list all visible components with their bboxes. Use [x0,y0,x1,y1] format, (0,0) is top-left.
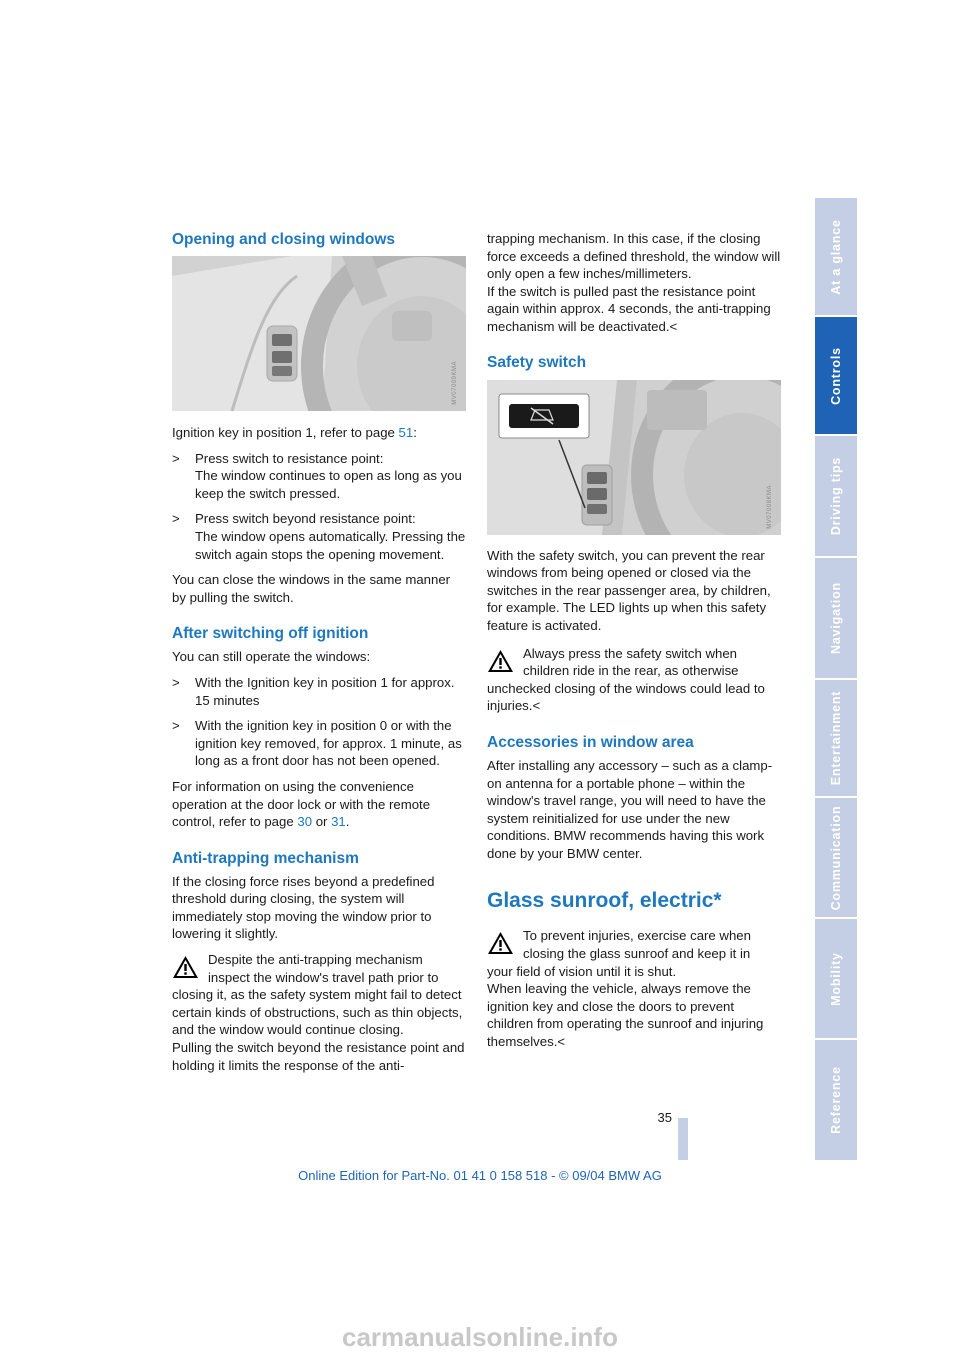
tab-mobility[interactable]: Mobility [815,919,857,1040]
convenience-note: For information on using the convenience operation at the door lock or with the remote control, refer to page 30 or 31. [172,778,431,830]
tab-entertainment[interactable]: Entertainment [815,680,857,798]
ignition-note: Ignition key in position 1, refer to page 51: [172,425,417,440]
close-text: You can close the windows in the same manner by pulling the switch. [172,572,451,605]
window-switch-photo [172,256,466,411]
page-marker [678,1118,688,1160]
list-item: > Press switch beyond resistance point: The window opens automatically. Pressing the switch again stops the opening movement. [172,511,466,562]
safety-text: With the safety switch, you can prevent the rear windows from being opened or closed via the switches in the rear passenger area, by children, for example. The LED lights up when this safety feature is activated. [487,547,771,633]
warning-icon [487,931,514,955]
page-link-30[interactable]: 30 [297,814,313,830]
section-tabs [815,198,857,1160]
photo-code: MV07008KMA [767,484,774,529]
safety-switch-illustration [487,380,781,535]
heading-anti-trapping: Anti-trapping mechanism [172,849,359,867]
page-link-51[interactable]: 51 [398,425,414,440]
left-column [172,230,466,1074]
safety-switch-photo [487,380,781,535]
heading-glass-sunroof: Glass sunroof, electric* [487,889,722,913]
heading-safety-switch: Safety switch [487,353,587,371]
page-link-31[interactable]: 31 [331,814,346,830]
footer-edition: Online Edition for Part-No. 01 41 0 158 518 - © 09/04 BMW AG [298,1168,662,1183]
list-item: > With the ignition key in position 0 or with the ignition key removed, for approx. 1 minute, as long as a front door has not been opened. [172,718,462,769]
anti-trapping-text: If the closing force rises beyond a predefined threshold during closing, the system will immediately stop moving the window prior to lowering it slightly. [172,873,435,942]
after-intro: You can still operate the windows: [172,649,371,665]
door-panel-illustration [172,256,466,411]
warning-icon [487,649,514,673]
heading-opening-closing: Opening and closing windows [172,231,396,248]
accessories-text: After installing any accessory – such as a clamp-on antenna for a portable phone – within the window's travel range, you will need to have the system reinitialized for use under the new conditions. BMW recommends having this work done by your BMW center. [487,757,773,861]
photo-code: MV07009KMA [452,361,459,405]
heading-after-ignition: After switching off ignition [172,625,369,643]
warning-icon [172,955,199,979]
watermark: carmanualsonline.info [342,1322,618,1352]
tab-reference[interactable]: Reference [815,1040,857,1160]
anti-trapping-continued-2: If the switch is pulled past the resistance point again within approx. 4 seconds, the anti-trapping mechanism will be deactivated.< [487,283,771,334]
warning-note: Despite the anti-trapping mechanism inspect the window's travel path prior to closing it, as the safety system might fail to detect certain kinds of obstructions, such as thin objects, and the window would continue closing. Pulling the switch beyond the resistance point and holding it limits the response of the anti- [172,952,465,1073]
warning-note: To prevent injuries, exercise care when closing the glass sunroof and keep it in your field of vision until it is shut. When leaving the vehicle, always remove the ignition key and close the doors to prevent children from operating the sunroof and injuring themselves.< [487,928,764,1050]
list-item: > Press switch to resistance point: The window continues to open as long as you keep the switch pressed. [172,450,462,501]
right-column [487,230,781,1051]
page-number: 35 [657,1110,672,1125]
list-item: > With the Ignition key in position 1 for approx. 15 minutes [172,674,455,708]
tab-navigation[interactable]: Navigation [815,558,857,680]
warning-note: Always press the safety switch when children ride in the rear, as otherwise unchecked closing of the windows could lead to injuries.< [487,645,765,714]
tab-at-a-glance[interactable]: At a glance [815,198,857,317]
tab-controls[interactable]: Controls [815,317,857,436]
heading-accessories: Accessories in window area [487,733,694,751]
tab-driving-tips[interactable]: Driving tips [815,436,857,558]
tab-communication[interactable]: Communication [815,798,857,919]
anti-trapping-continued: trapping mechanism. In this case, if the closing force exceeds a defined threshold, the window will only open a few inches/millimeters. [487,231,781,282]
